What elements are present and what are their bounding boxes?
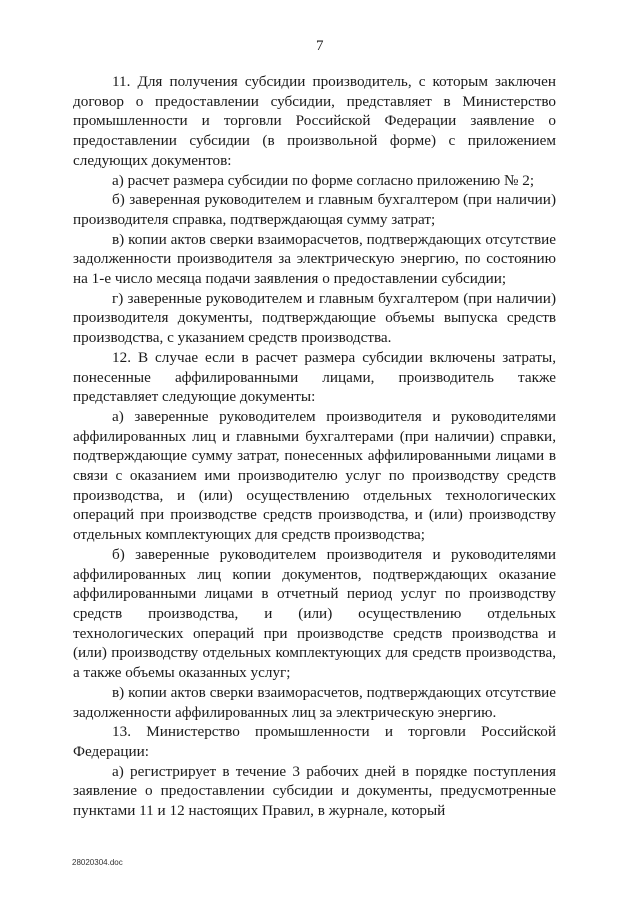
paragraph-12-b: б) заверенные руководителем производителя и руководителями аффилированных лиц копии документов, подтверждающих оказание аффилированными лицами в отчетный период услуг по производству средств производства, и (или) осуществлению отдельных технологических операций при производстве средств производства и (или) производству отдельных комплектующих для средств производства, а также объемы оказанных услуг;	[73, 545, 556, 682]
paragraph-12: 12. В случае если в расчет размера субсидии включены затраты, понесенные аффилированными лицами, производитель также представляет следующие документы:	[73, 348, 556, 406]
paragraph-12-v: в) копии актов сверки взаиморасчетов, подтверждающих отсутствие задолженности аффилированных лиц за электрическую энергию.	[73, 683, 556, 721]
paragraph-11: 11. Для получения субсидии производитель, с которым заключен договор о предоставлении субсидии, представляет в Министерство промышленности и торговли Российской Федерации заявление о предоставлении субсидии (в произвольной форме) с приложением следующих документов:	[73, 73, 556, 169]
paragraph-13: 13. Министерство промышленности и торговли Российской Федерации:	[73, 723, 556, 760]
paragraph-11-a: а) расчет размера субсидии по форме согласно приложению № 2;	[112, 171, 535, 189]
document-body	[73, 72, 556, 821]
paragraph-11-g: г) заверенные руководителем и главным бухгалтером (при наличии) производителя документы, подтверждающие объемы выпуска средств производства, с указанием средств производства.	[73, 289, 556, 347]
paragraph-11-v: в) копии актов сверки взаиморасчетов, подтверждающих отсутствие задолженности производителя за электрическую энергию, по состоянию на 1-е число месяца подачи заявления о предоставлении субсидии;	[73, 230, 556, 288]
document-file-id: 28020304.doc	[72, 858, 123, 867]
page-number: 7	[316, 38, 324, 54]
paragraph-12-a: а) заверенные руководителем производителя и руководителями аффилированных лиц и главными бухгалтерами (при наличии) справки, подтверждающие сумму затрат, понесенных аффилированными лицами в связи с оказанием ими производителю услуг по производству средств производства, и (или) осуществлению отдельных технологических операций при производстве средств производства, и (или) производству отдельных комплектующих для средств производства;	[73, 407, 556, 544]
paragraph-11-b: б) заверенная руководителем и главным бухгалтером (при наличии) производителя справка, подтверждающая сумму затрат;	[73, 191, 556, 228]
paragraph-13-a: а) регистрирует в течение 3 рабочих дней в порядке поступления заявление о предоставлении субсидии и документы, предусмотренные пунктами 11 и 12 настоящих Правил, в журнале, который	[73, 762, 556, 820]
